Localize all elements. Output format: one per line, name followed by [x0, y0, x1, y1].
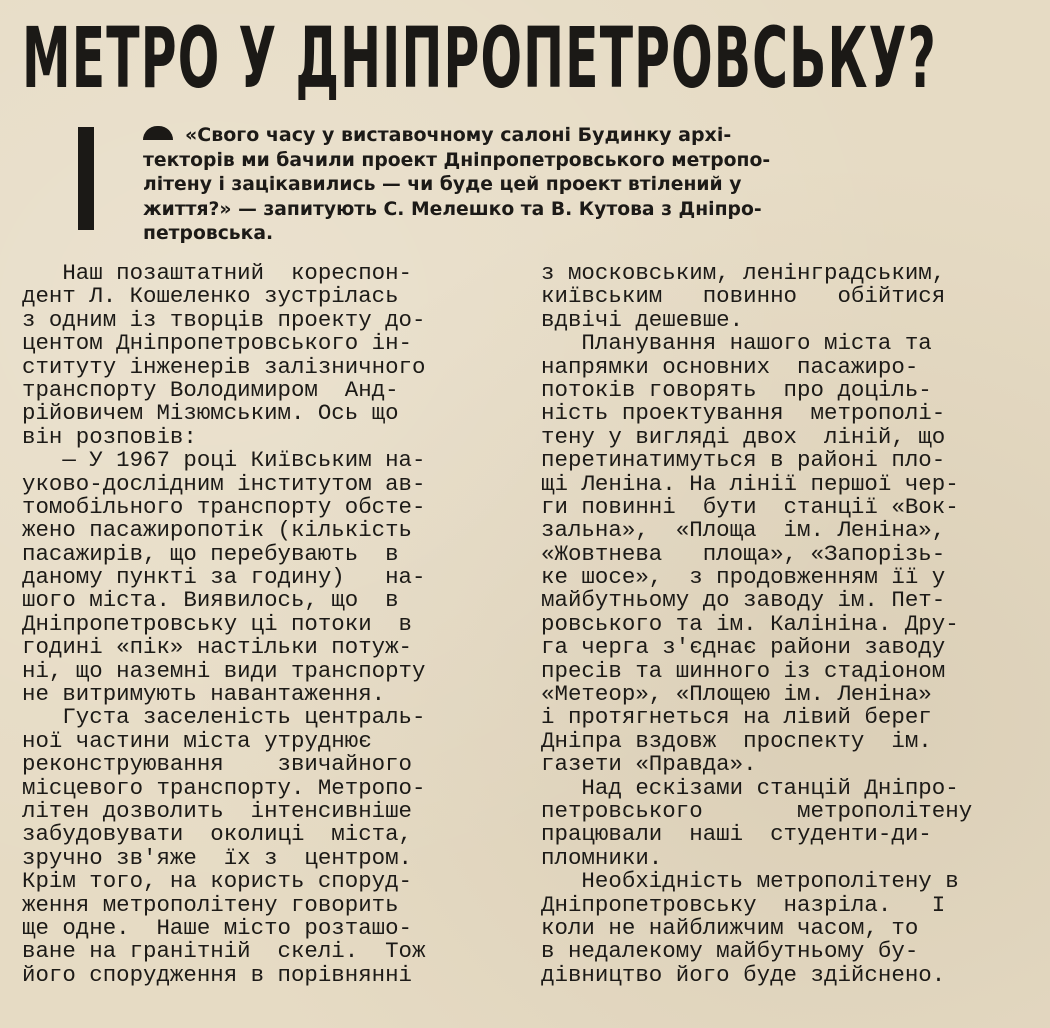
- text-line: ване на гранітній скелі. Тож: [22, 938, 426, 965]
- intro-line: життя?» — запитують С. Мелешко та В. Кутова з Дніпро-: [143, 197, 762, 220]
- text-line: — У 1967 році Київським на-: [22, 447, 426, 474]
- text-line: жено пасажиропотік (кількість: [22, 517, 413, 544]
- text-line: щі Леніна. На лінії першої чер-: [541, 470, 959, 497]
- text-line: уково-дослідним інститутом ав-: [22, 470, 426, 497]
- text-line: пломники.: [541, 844, 663, 871]
- text-line: літен дозволить інтенсивніше: [22, 797, 413, 824]
- text-line: «Метеор», «Площею ім. Леніна»: [541, 681, 932, 708]
- text-line: ке шосе», з продовженням її у: [541, 564, 946, 591]
- text-line: Над ескізами станцій Дніпро-: [541, 774, 959, 801]
- text-line: ституту інженерів залізничного: [22, 353, 426, 380]
- left-column: [22, 262, 522, 987]
- text-line: даному пункті за годину) на-: [22, 564, 426, 591]
- text-line: тену у вигляді двох ліній, що: [541, 423, 946, 450]
- text-line: майбутньому до заводу ім. Пет-: [541, 587, 946, 614]
- text-line: ги повинні бути станції «Вок-: [541, 493, 959, 520]
- text-line: перетинатимуться в районі пло-: [541, 447, 946, 474]
- text-line: Дніпра вздовж проспекту ім.: [541, 727, 932, 754]
- text-line: вдвічі дешевше.: [541, 306, 744, 333]
- text-line: Дніпропетровську ці потоки в: [22, 610, 413, 637]
- text-line: київським повинно обійтися: [541, 283, 946, 310]
- text-line: в недалекому майбутньому бу-: [541, 938, 919, 965]
- reader-question-intro: [143, 123, 1043, 246]
- intro-line: «Свого часу у виставочному салоні Будинку архі-: [185, 124, 732, 146]
- text-line: дівництво його буде здійснено.: [541, 961, 946, 988]
- text-line: його спорудження в порівнянні: [22, 961, 413, 988]
- text-line: працювали наші студенти-ди-: [541, 821, 932, 848]
- headline: МЕТРО У ДНІПРОПЕТРОВСЬКУ?: [22, 9, 937, 107]
- text-line: га черга з'єднає райони заводу: [541, 634, 946, 661]
- text-line: не витримують навантаження.: [22, 681, 386, 708]
- text-line: забудовувати околиці міста,: [22, 821, 413, 848]
- intro-line: петровська.: [143, 222, 274, 244]
- text-line: транспорту Володимиром Анд-: [22, 376, 399, 403]
- text-line: петровського метрополітену: [541, 797, 973, 824]
- text-line: газети «Правда».: [541, 751, 757, 778]
- text-line: рійовичем Мізюмським. Ось що: [22, 400, 399, 427]
- text-line: місцевого транспорту. Метропо-: [22, 774, 426, 801]
- text-line: він розповів:: [22, 423, 197, 450]
- text-line: дент Л. Кошеленко зустрілась: [22, 283, 399, 310]
- text-line: ще одне. Наше місто розташо-: [22, 914, 413, 941]
- text-line: напрямки основних пасажиро-: [541, 353, 919, 380]
- text-line: ровського та ім. Калініна. Дру-: [541, 610, 959, 637]
- text-line: і протягнеться на лівий берег: [541, 704, 932, 731]
- text-line: з одним із творців проекту до-: [22, 306, 426, 333]
- text-line: томобільного транспорту обсте-: [22, 493, 426, 520]
- text-line: з московським, ленінградським,: [541, 260, 946, 286]
- intro-line: літену і зацікавились — чи буде цей проект втілений у: [143, 173, 742, 195]
- text-line: «Жовтнева площа», «Запорізь-: [541, 540, 946, 567]
- text-line: ження метрополітену говорить: [22, 891, 399, 918]
- text-line: пресів та шинного із стадіоном: [541, 657, 946, 684]
- text-line: Дніпропетровську назріла. І: [541, 891, 946, 918]
- text-line: ні, що наземні види транспорту: [22, 657, 426, 684]
- text-line: ність проектування метрополі-: [541, 400, 946, 427]
- text-line: пасажирів, що перебувають в: [22, 540, 399, 567]
- text-line: годині «пік» настільки потуж-: [22, 634, 413, 661]
- text-line: Планування нашого міста та: [541, 330, 932, 357]
- text-line: центом Дніпропетровського ін-: [22, 330, 413, 357]
- intro-line: текторів ми бачили проект Дніпропетровського метропо-: [143, 148, 771, 171]
- bullet-icon: [143, 126, 173, 140]
- initial-letter-mark: [78, 127, 94, 230]
- text-line: шого міста. Виявилось, що в: [22, 587, 399, 614]
- text-line: потоків говорять про доціль-: [541, 376, 932, 403]
- text-line: коли не найближчим часом, то: [541, 914, 919, 941]
- text-line: Наш позаштатний кореспон-: [22, 260, 413, 286]
- text-line: Необхідність метрополітену в: [541, 868, 959, 895]
- text-line: зручно зв'яже їх з центром.: [22, 844, 413, 871]
- text-line: Крім того, на користь споруд-: [22, 868, 413, 895]
- text-line: зальна», «Площа ім. Леніна»,: [541, 517, 946, 544]
- text-line: ної частини міста утруднює: [22, 727, 372, 754]
- text-line: реконструювання звичайного: [22, 751, 413, 778]
- right-column: [541, 262, 1036, 987]
- text-line: Густа заселеність централь-: [22, 704, 426, 731]
